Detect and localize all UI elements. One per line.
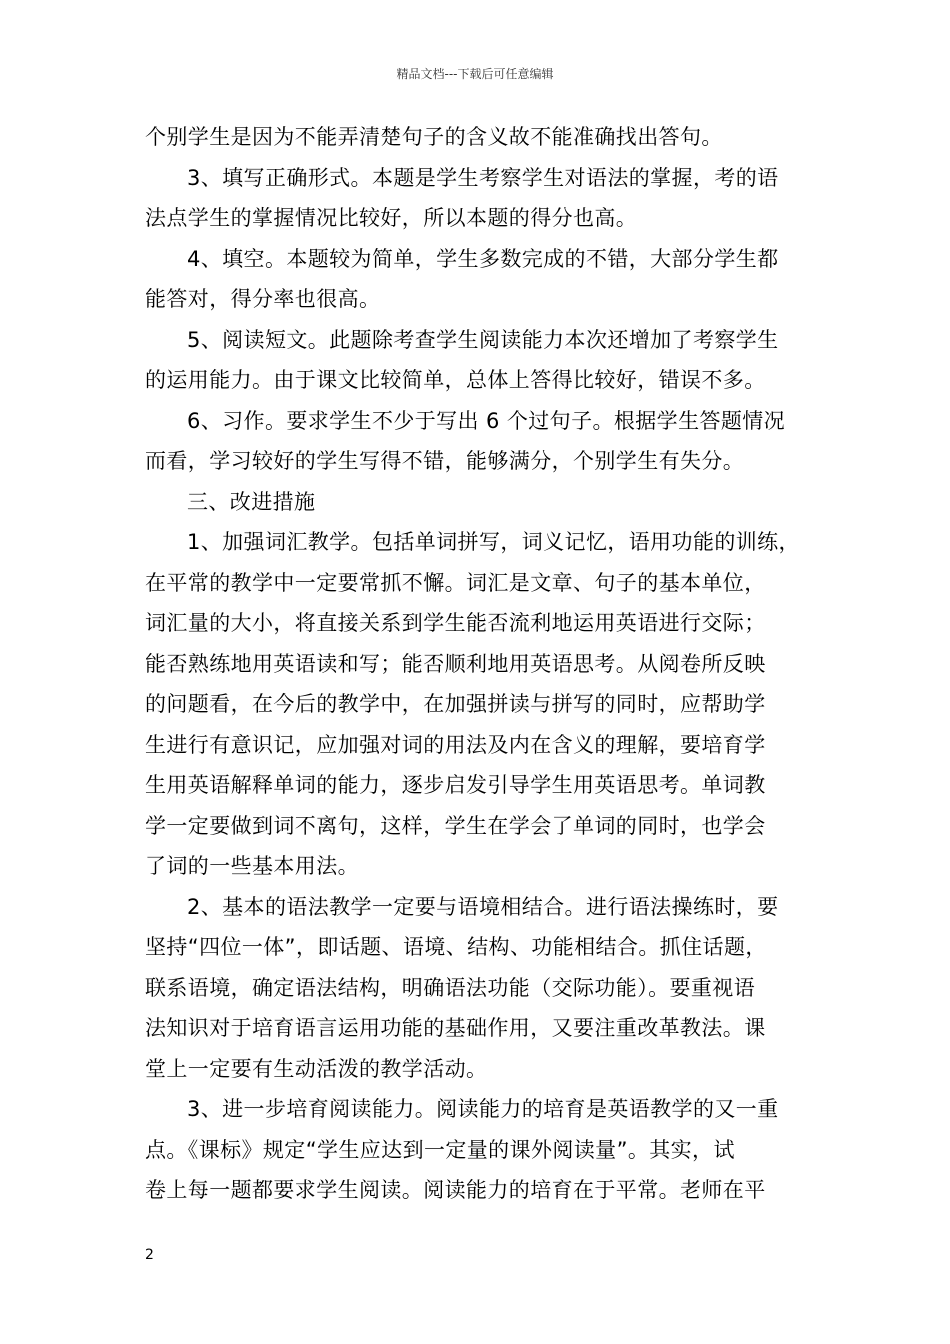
text-line-7: 的运用能力。由于课文比较简单，总体上答得比较好，错误不多。 xyxy=(145,368,766,392)
text-line-11: 1、加强词汇教学。包括单词拼写，词义记忆，语用功能的训练， xyxy=(187,530,800,554)
text-line-26: 点。《课标》规定“学生应达到一定量的课外阅读量”。其实，试 xyxy=(145,1137,735,1162)
document-body xyxy=(145,117,811,1211)
text-line-8: 6、习作。要求学生不少于写出 6 个过句子。根据学生答题情况 xyxy=(187,408,786,433)
text-line-22: 联系语境，确定语法结构，明确语法功能（交际功能）。要重视语 xyxy=(145,975,756,1000)
text-line-24: 堂上一定要有生动活泼的教学活动。 xyxy=(145,1056,488,1081)
text-line-20: 2、基本的语法教学一定要与语境相结合。进行语法操练时，要 xyxy=(187,894,779,919)
text-line-3: 法点学生的掌握情况比较好，所以本题的得分也高。 xyxy=(145,206,638,230)
page-header: 精品文档---下载后可任意编辑 xyxy=(396,67,554,81)
text-line-2: 3、填写正确形式。本题是学生考察学生对语法的掌握，考的语 xyxy=(187,165,779,190)
text-line-27: 卷上每一题都要求学生阅读。阅读能力的培育在于平常。老师在平 xyxy=(145,1178,766,1202)
text-line-6: 5、阅读短文。此题除考查学生阅读能力本次还增加了考察学生 xyxy=(187,327,779,352)
text-line-1: 个别学生是因为不能弄清楚句子的含义故不能准确找出答句。 xyxy=(145,125,723,149)
text-line-16: 生进行有意识记，应加强对词的用法及内在含义的理解，要培育学 xyxy=(145,732,766,757)
text-line-4: 4、填空。本题较为简单，学生多数完成的不错，大部分学生都 xyxy=(187,246,779,271)
text-line-21: 坚持“四位一体”，即话题、语境、结构、功能相结合。抓住话题， xyxy=(145,935,767,959)
text-line-17: 生用英语解释单词的能力，逐步启发引导学生用英语思考。单词教 xyxy=(145,773,766,797)
page-number: 2 xyxy=(145,1247,154,1263)
text-line-5: 能答对，得分率也很高。 xyxy=(145,287,381,311)
text-line-23: 法知识对于培育语言运用功能的基础作用，又要注重改革教法。课 xyxy=(145,1016,766,1040)
text-line-15: 的问题看，在今后的教学中，在加强拼读与拼写的同时，应帮助学 xyxy=(145,692,766,716)
section-heading: 三、改进措施 xyxy=(187,489,316,514)
text-line-9: 而看，学习较好的学生写得不错，能够满分，个别学生有失分。 xyxy=(145,449,745,473)
text-line-13: 词汇量的大小，将直接关系到学生能否流利地运用英语进行交际； xyxy=(145,611,766,635)
text-line-14: 能否熟练地用英语读和写；能否顺利地用英语思考。从阅卷所反映 xyxy=(145,651,766,676)
text-line-19: 了词的一些基本用法。 xyxy=(145,854,359,878)
text-line-25: 3、进一步培育阅读能力。阅读能力的培育是英语教学的又一重 xyxy=(187,1097,779,1121)
text-line-18: 学一定要做到词不离句，这样，学生在学会了单词的同时，也学会 xyxy=(145,813,766,838)
text-line-12: 在平常的教学中一定要常抓不懈。词汇是文章、句子的基本单位， xyxy=(145,570,766,595)
